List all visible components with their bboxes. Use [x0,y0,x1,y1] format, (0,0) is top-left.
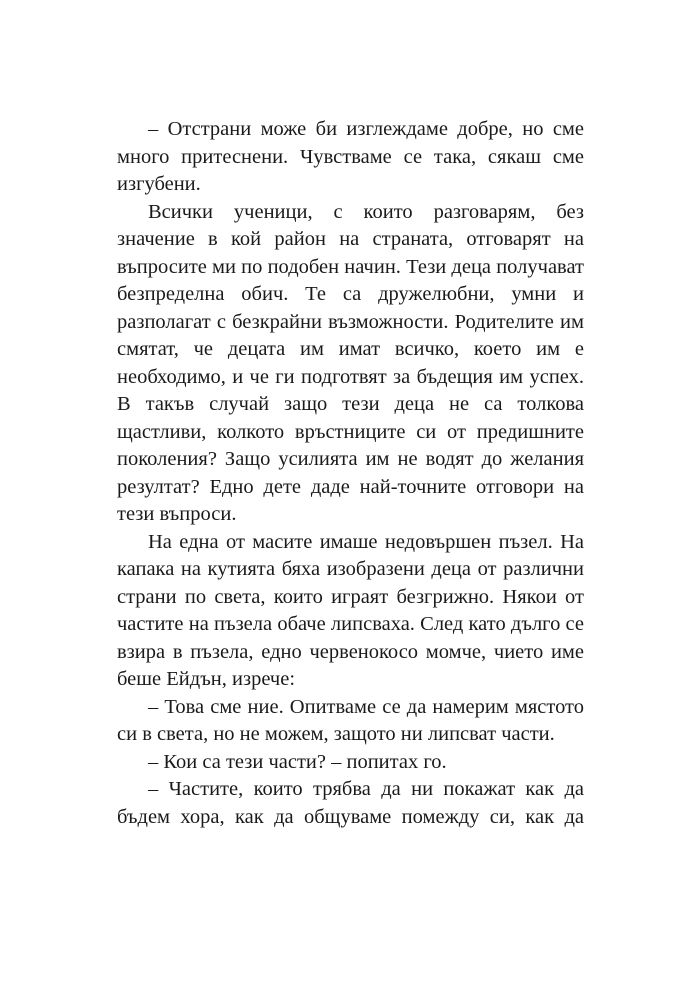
paragraph: На една от масите имаше недовършен пъзел. На капака на кутията бяха изобразени деца от различни страни по света, които играят безгрижно. Някои от частите на пъзела обаче липсваха. След като дълго се взира в пъзела, едно червенокосо момче, чието име беше Ейдън, изрече: [117,530,584,690]
paragraph: Всички ученици, с които разговарям, без значение в кой район на страната, отговарят на въпросите ми по подобен начин. Тези деца получават безпределна обич. Те са дружелюбни, умни и разполагат с безкрайни възможности. Родителите им смятат, че децата им имат всичко, което им е необходимо, и че ги подготвят за бъдещия им успех. В такъв случай защо тези деца не са толкова щастливи, колкото връстниците си от предишните поколения? Защо усилията им не водят до желания резултат? Едно дете даде най-точните отговори на тези въпроси. [117,200,584,525]
paragraph: – Отстрани може би изглеждаме добре, но сме много притеснени. Чувстваме се така, сякаш сме изгубени. [117,118,584,195]
body-text [117,116,584,831]
paragraph-continued: – Частите, които трябва да ни покажат как да бъдем хора, как да общуваме помежду си, как да [117,778,584,828]
paragraph: – Кои са тези части? – попитах го. [148,750,447,773]
paragraph: – Това сме ние. Опитваме се да намерим мястото си в света, но не можем, защото ни липсват части. [117,695,584,745]
